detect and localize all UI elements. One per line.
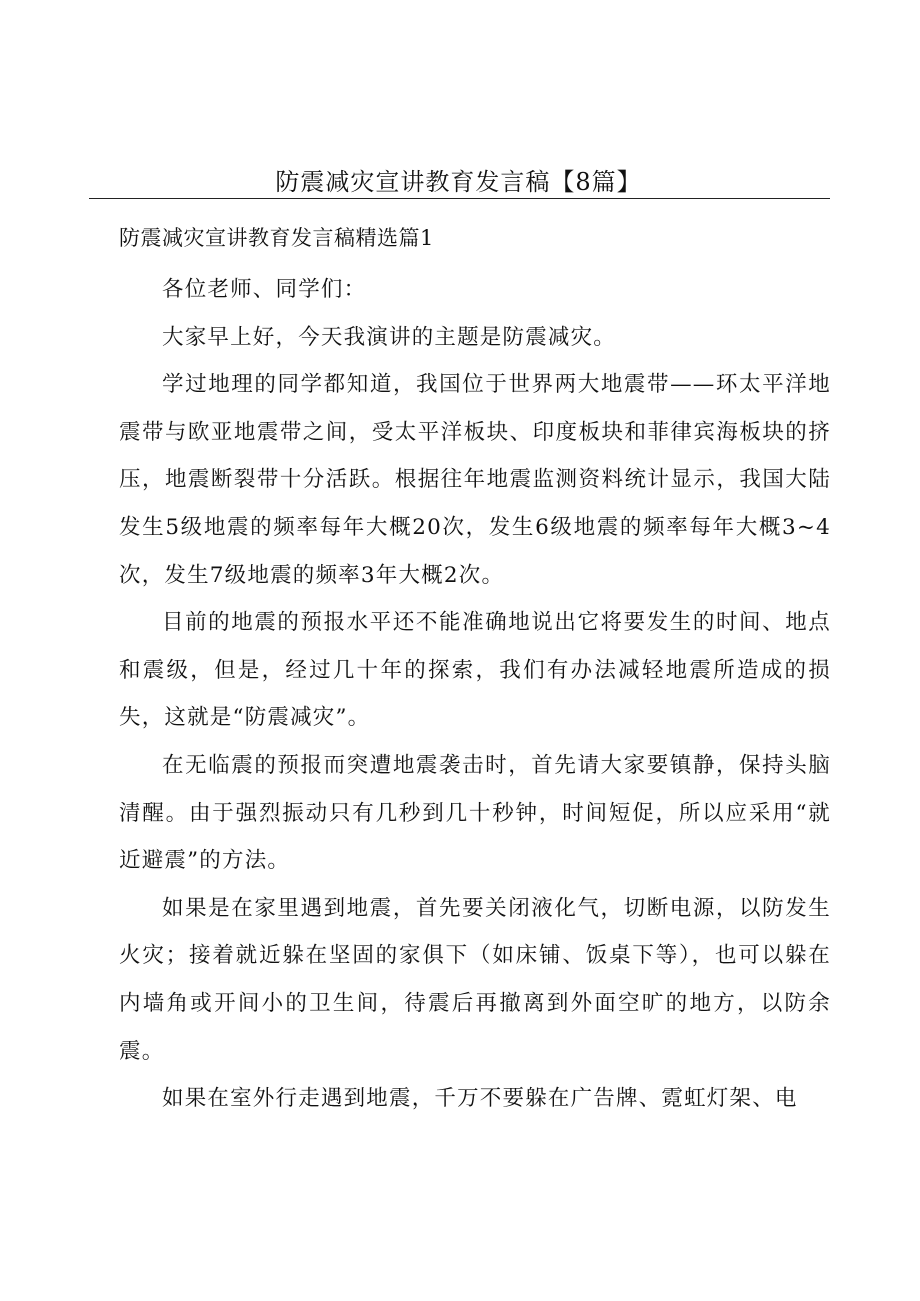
paragraph-greeting: 各位老师、同学们： bbox=[162, 277, 367, 302]
paragraph-stay-calm: 在无临震的预报而突遭地震袭击时，首先请大家要镇静，保持头脑清醒。由于强烈振动只有几秒到几十秒钟，时间短促，所以应采用“就近避震”的方法。 bbox=[119, 752, 831, 874]
paragraph-seismic-background: 学过地理的同学都知道，我国位于世界两大地震带——环太平洋地震带与欧亚地震带之间，受太平洋板块、印度板块和菲律宾海板块的挤压，地震断裂带十分活跃。根据往年地震监测资料统计显示，我国大陆发生5级地震的频率每年大概20次，发生6级地震的频率每年大概3~4次，发生7级地震的频率3年大概2次。 bbox=[119, 372, 831, 588]
paragraph-at-home: 如果是在家里遇到地震，首先要关闭液化气，切断电源，以防发生火灾；接着就近躲在坚固的家俱下（如床铺、饭桌下等），也可以躲在内墙角或开间小的卫生间，待震后再撤离到外面空旷的地方，以防余震。 bbox=[119, 895, 831, 1064]
paragraph-prediction: 目前的地震的预报水平还不能准确地说出它将要发生的时间、地点和震级，但是，经过几十年的探索，我们有办法减轻地震所造成的损失，这就是“防震减灾”。 bbox=[119, 610, 831, 731]
section-heading: 防震减灾宣讲教育发言稿精选篇1 bbox=[119, 226, 434, 250]
paragraph-opening: 大家早上好，今天我演讲的主题是防震减灾。 bbox=[162, 324, 617, 350]
paragraph-outdoors: 如果在室外行走遇到地震，千万不要躲在广告牌、霓虹灯架、电 bbox=[162, 1086, 798, 1112]
document-title: 防震减灾宣讲教育发言稿【8篇】 bbox=[275, 168, 642, 196]
title-underline bbox=[89, 198, 830, 199]
speech-body bbox=[119, 266, 831, 1123]
